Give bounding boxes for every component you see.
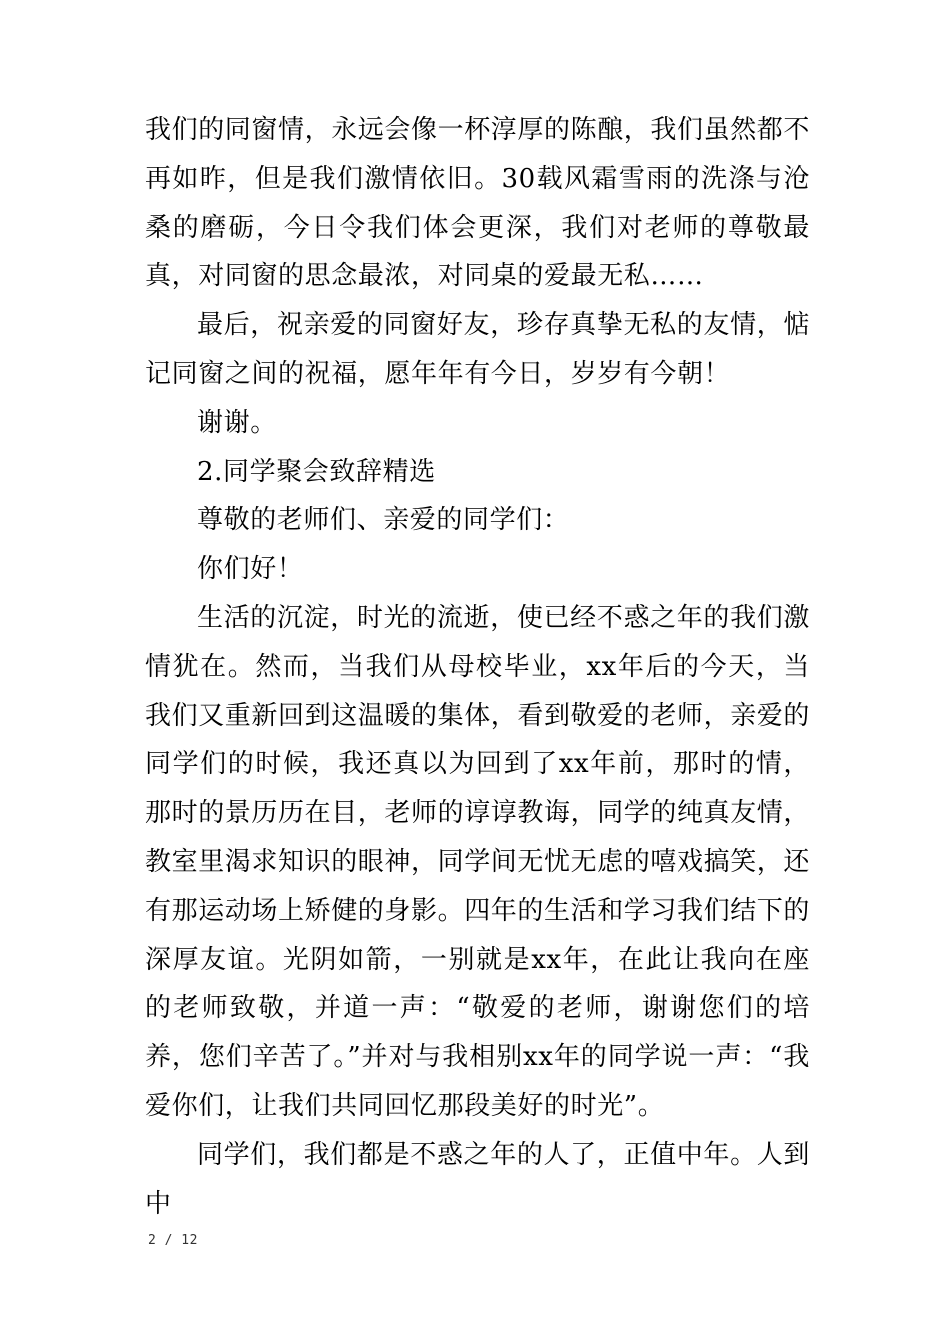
document-body (145, 106, 810, 1228)
paragraph-middle-age: 同学们，我们都是不惑之年的人了，正值中年。人到中 (145, 1139, 810, 1219)
section-heading: 2.同学聚会致辞精选 (197, 456, 436, 487)
paragraph-memories: 生活的沉淀，时光的流逝，使已经不惑之年的我们激情犹在。然而，当我们从母校毕业，xx年后的今天，当我们又重新回到这温暖的集体，看到敬爱的老师，亲爱的同学们的时候，我还真以为回到了xx年前，那时的情，那时的景历历在目，老师的谆谆教诲，同学的纯真友情，教室里渴求知识的眼神，同学间无忧无虑的嘻戏搞笑，还有那运动场上矫健的身影。四年的生活和学习我们结下的深厚友谊。光阴如箭，一别就是xx年，在此让我向在座的老师致敬，并道一声：“敬爱的老师，谢谢您们的培养，您们辛苦了。”并对与我相别xx年的同学说一声：“我爱你们，让我们共同回忆那段美好的时光”。 (145, 602, 811, 1121)
paragraph-closing-wishes: 最后，祝亲爱的同窗好友，珍存真挚无私的友情，惦记同窗之间的祝福，愿年年有今日，岁岁有今朝！ (145, 310, 810, 389)
paragraph-class-reunion-friendship: 我们的同窗情，永远会像一杯淳厚的陈酿，我们虽然都不再如昨，但是我们激情依旧。30载风霜雪雨的洗涤与沧桑的磨砺，今日令我们体会更深，我们对老师的尊敬最真，对同窗的思念最浓，对同桌的爱最无私…… (145, 115, 811, 292)
greeting: 你们好！ (197, 554, 304, 585)
paragraph-thanks: 谢谢。 (197, 407, 277, 438)
page-number: 2 / 12 (148, 1233, 198, 1248)
salutation: 尊敬的老师们、亲爱的同学们： (197, 505, 570, 536)
